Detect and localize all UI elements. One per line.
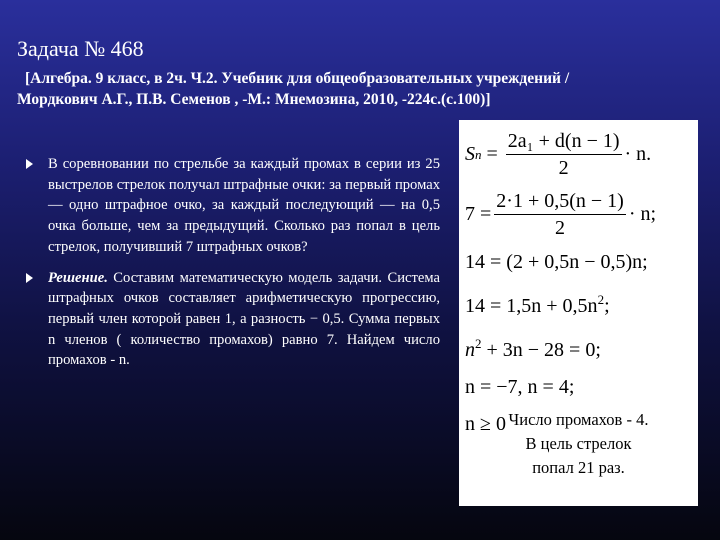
formula-quadratic	[465, 325, 695, 369]
formula-substituted	[465, 184, 695, 244]
formula-condition: n ≥ 0	[465, 413, 506, 435]
formula-roots: n = −7, n = 4;	[465, 376, 575, 398]
quadratic-variable: n	[465, 339, 475, 361]
subst-numerator: 2·1 + 0,5(n − 1)	[494, 188, 626, 215]
sum-subscript: n	[475, 146, 482, 162]
solution-body: Составим математическую модель задачи. Система штрафных очков составляет арифметическую прогрессию, первый член которой равен 1, а разность − 0,5. Сумма первых n членов ( количество промахов) равно 7. Найдем число промахов - n.	[48, 269, 440, 369]
answer-line-1: Число промахов - 4.	[508, 410, 649, 429]
sum-numerator: 2a₁ + d(n − 1)	[506, 128, 622, 155]
sum-symbol: S	[465, 142, 475, 165]
subst-denominator: 2	[555, 216, 566, 239]
bullet-solution	[26, 268, 440, 372]
formula-sum: S n = $\frac{\text{2a₁ + d(n − 1)}}{2}$ · n.	[465, 129, 652, 179]
quadratic-exponent: 2	[475, 336, 482, 351]
solution-steps	[465, 124, 695, 443]
answer-line-3: попал 21 раз.	[532, 458, 625, 477]
subst-tail: · n;	[628, 202, 657, 225]
solution-label: Решение.	[48, 269, 108, 286]
simplified-exponent: 2	[597, 292, 605, 307]
problem-text: В соревновании по стрельбе за каждый промах в серии из 25 выстрелов стрелок получал штрафные очки: за первый промах — одно штрафное очко, за каждый последующий — на 0,5 очка больше, чем за предыдущий. Сколько раз попал в цель стрелок, получивший 7 штрафных очков?	[48, 156, 440, 255]
slide-title: Задача № 468	[17, 36, 144, 61]
formula-simplified	[465, 281, 695, 325]
bullet-problem	[26, 154, 440, 258]
bullet-list	[26, 154, 440, 381]
answer-block	[459, 408, 698, 480]
triangle-bullet-icon	[26, 159, 33, 169]
subst-lhs: 7 =	[465, 202, 492, 225]
source-reference	[17, 68, 697, 110]
formula-expand: 14 = (2 + 0,5n − 0,5)n;	[465, 251, 648, 273]
sum-tail: · n.	[624, 142, 652, 165]
solution-text	[48, 268, 440, 372]
sum-denominator: 2	[558, 156, 569, 179]
subst-fraction	[494, 188, 626, 241]
answer-line-2: В цель стрелок	[525, 434, 632, 453]
solution-panel	[459, 120, 698, 506]
source-line-2: Мордкович А.Г., П.В. Семенов , -М.: Мнемозина, 2010, -224с.(с.100)]	[17, 91, 491, 108]
sum-fraction	[506, 128, 622, 181]
source-line-1: [Алгебра. 9 класс, в 2ч. Ч.2. Учебник для общеобразовательных учреждений /	[25, 70, 570, 87]
quadratic-tail: + 3n − 28 = 0;	[481, 339, 601, 361]
simplified-main: 14 = 1,5n + 0,5n	[465, 295, 598, 317]
triangle-bullet-icon	[26, 273, 33, 283]
simplified-tail: ;	[604, 295, 610, 317]
